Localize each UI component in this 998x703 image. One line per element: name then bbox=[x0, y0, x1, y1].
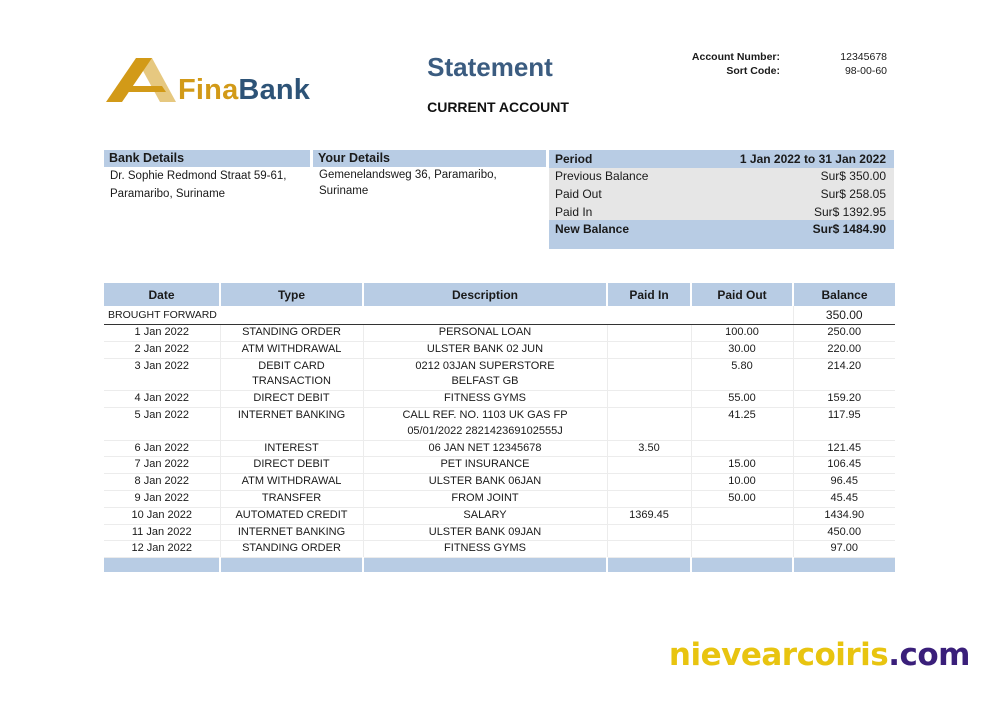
cell-description bbox=[363, 391, 607, 408]
cell-balance: 159.20 bbox=[793, 391, 895, 408]
table-row bbox=[104, 440, 895, 457]
cell-balance: 250.00 bbox=[793, 325, 895, 342]
cell-date: 5 Jan 2022 bbox=[104, 407, 220, 440]
table-row bbox=[104, 457, 895, 474]
cell-description bbox=[363, 524, 607, 541]
page-subtitle: CURRENT ACCOUNT bbox=[427, 99, 569, 115]
cell-paid-out bbox=[691, 541, 793, 558]
brought-forward-balance: 350.00 bbox=[793, 306, 895, 325]
period-summary bbox=[549, 150, 894, 249]
cell-type-line: DIRECT DEBIT bbox=[253, 392, 330, 405]
cell-description-line: CALL REF. NO. 1103 UK GAS FP bbox=[402, 408, 568, 421]
new-balance-value: Sur$ 1484.90 bbox=[812, 222, 886, 236]
your-details-header: Your Details bbox=[313, 150, 546, 167]
cell-paid-in bbox=[607, 524, 691, 541]
footer-band-cell bbox=[363, 558, 607, 573]
page-title: Statement bbox=[427, 52, 553, 82]
cell-paid-in: 1369.45 bbox=[607, 507, 691, 524]
your-address-line-2: Suriname bbox=[319, 185, 369, 197]
paid-in-row bbox=[549, 203, 894, 221]
cell-description-line: ULSTER BANK 02 JUN bbox=[426, 342, 544, 355]
cell-paid-out bbox=[691, 507, 793, 524]
cell-balance: 45.45 bbox=[793, 490, 895, 507]
cell-paid-out: 50.00 bbox=[691, 490, 793, 507]
footer-band-cell bbox=[607, 558, 691, 573]
cell-paid-out: 10.00 bbox=[691, 474, 793, 491]
previous-balance-label: Previous Balance bbox=[555, 169, 649, 183]
cell-date: 9 Jan 2022 bbox=[104, 490, 220, 507]
table-row bbox=[104, 524, 895, 541]
cell-type bbox=[220, 474, 363, 491]
table-row bbox=[104, 507, 895, 524]
cell-type bbox=[220, 407, 363, 440]
cell-balance: 220.00 bbox=[793, 341, 895, 358]
bank-details-header: Bank Details bbox=[104, 150, 310, 167]
footer-band-cell bbox=[691, 558, 793, 573]
cell-description-line: 05/01/2022 282142369102555J bbox=[407, 424, 563, 437]
table-row bbox=[104, 541, 895, 558]
cell-paid-out: 55.00 bbox=[691, 391, 793, 408]
brought-forward-label: BROUGHT FORWARD bbox=[104, 306, 793, 325]
cell-date: 8 Jan 2022 bbox=[104, 474, 220, 491]
footer-band-cell bbox=[793, 558, 895, 573]
cell-description-line: ULSTER BANK 06JAN bbox=[428, 475, 542, 488]
table-header-row bbox=[104, 283, 895, 306]
cell-paid-out bbox=[691, 524, 793, 541]
cell-paid-in bbox=[607, 490, 691, 507]
cell-type bbox=[220, 457, 363, 474]
watermark bbox=[669, 637, 970, 673]
sort-code-value: 98-00-60 bbox=[844, 65, 887, 77]
column-header-description: Description bbox=[363, 283, 607, 306]
cell-type bbox=[220, 524, 363, 541]
cell-description bbox=[363, 440, 607, 457]
cell-description bbox=[363, 507, 607, 524]
cell-balance: 106.45 bbox=[793, 457, 895, 474]
cell-paid-out: 15.00 bbox=[691, 457, 793, 474]
cell-type-line: INTERNET BANKING bbox=[237, 525, 346, 538]
cell-date: 12 Jan 2022 bbox=[104, 541, 220, 558]
cell-date: 3 Jan 2022 bbox=[104, 358, 220, 391]
cell-balance: 96.45 bbox=[793, 474, 895, 491]
cell-description bbox=[363, 325, 607, 342]
cell-description bbox=[363, 341, 607, 358]
cell-paid-out: 5.80 bbox=[691, 358, 793, 391]
brought-forward-row bbox=[104, 306, 895, 325]
cell-description-line: SALARY bbox=[463, 508, 507, 521]
your-address-line-1: Gemenelandsweg 36, Paramaribo, bbox=[319, 169, 497, 181]
cell-date: 4 Jan 2022 bbox=[104, 391, 220, 408]
your-details-address bbox=[319, 167, 497, 199]
cell-description bbox=[363, 457, 607, 474]
cell-type-line: INTEREST bbox=[264, 441, 319, 454]
cell-type-line: STANDING ORDER bbox=[242, 542, 341, 555]
cell-type bbox=[220, 541, 363, 558]
cell-description-line: 0212 03JAN SUPERSTORE bbox=[415, 359, 555, 372]
logo-mark-icon bbox=[106, 56, 178, 104]
cell-description-line: BELFAST GB bbox=[451, 375, 519, 388]
paid-in-value: Sur$ 1392.95 bbox=[813, 205, 886, 219]
transactions-table bbox=[104, 283, 895, 572]
cell-description-line: ULSTER BANK 09JAN bbox=[428, 525, 542, 538]
cell-paid-in bbox=[607, 341, 691, 358]
cell-description-line: 06 JAN NET 12345678 bbox=[428, 441, 542, 454]
column-header-paid-out: Paid Out bbox=[691, 283, 793, 306]
cell-type bbox=[220, 490, 363, 507]
cell-type-line: DEBIT CARD bbox=[258, 359, 325, 372]
paid-in-label: Paid In bbox=[555, 205, 593, 219]
cell-balance: 97.00 bbox=[793, 541, 895, 558]
bank-address-line-1: Dr. Sophie Redmond Straat 59-61, bbox=[110, 170, 287, 182]
table-row bbox=[104, 325, 895, 342]
cell-description-line: FITNESS GYMS bbox=[444, 542, 526, 555]
paid-out-value: Sur$ 258.05 bbox=[820, 187, 886, 201]
new-balance-row bbox=[549, 220, 894, 249]
cell-type-line: STANDING ORDER bbox=[242, 326, 341, 338]
new-balance-label: New Balance bbox=[555, 222, 630, 236]
cell-date: 7 Jan 2022 bbox=[104, 457, 220, 474]
cell-balance: 450.00 bbox=[793, 524, 895, 541]
cell-type bbox=[220, 391, 363, 408]
cell-balance: 214.20 bbox=[793, 358, 895, 391]
account-number-value: 12345678 bbox=[840, 51, 887, 63]
cell-description-line: PET INSURANCE bbox=[440, 458, 530, 471]
bank-address-line-2: Paramaribo, Suriname bbox=[110, 188, 226, 200]
cell-type-line: ATM WITHDRAWAL bbox=[241, 475, 342, 488]
table-row bbox=[104, 341, 895, 358]
sort-code-label: Sort Code: bbox=[726, 65, 780, 77]
cell-date: 10 Jan 2022 bbox=[104, 507, 220, 524]
cell-paid-out: 100.00 bbox=[691, 325, 793, 342]
cell-paid-in bbox=[607, 474, 691, 491]
cell-paid-in: 3.50 bbox=[607, 440, 691, 457]
cell-type-line: INTERNET BANKING bbox=[237, 408, 346, 421]
cell-paid-out: 41.25 bbox=[691, 407, 793, 440]
table-row bbox=[104, 474, 895, 491]
cell-description bbox=[363, 474, 607, 491]
cell-paid-in bbox=[607, 358, 691, 391]
cell-paid-in bbox=[607, 391, 691, 408]
table-row bbox=[104, 391, 895, 408]
bank-logo bbox=[106, 56, 346, 106]
table-row bbox=[104, 358, 895, 391]
cell-paid-out bbox=[691, 440, 793, 457]
period-label: Period bbox=[555, 152, 593, 166]
cell-paid-in bbox=[607, 325, 691, 342]
cell-type-line: ATM WITHDRAWAL bbox=[241, 342, 342, 355]
table-row bbox=[104, 407, 895, 440]
table-row bbox=[104, 490, 895, 507]
cell-type bbox=[220, 325, 363, 342]
cell-type bbox=[220, 507, 363, 524]
cell-paid-out: 30.00 bbox=[691, 341, 793, 358]
logo-wordmark: FinaBank bbox=[178, 74, 311, 106]
account-number-label: Account Number: bbox=[691, 51, 780, 63]
cell-type bbox=[220, 341, 363, 358]
cell-balance: 117.95 bbox=[793, 407, 895, 440]
cell-date: 2 Jan 2022 bbox=[104, 341, 220, 358]
cell-description-line: FROM JOINT bbox=[451, 491, 519, 504]
cell-description-line: FITNESS GYMS bbox=[444, 392, 526, 405]
paid-out-row bbox=[549, 185, 894, 203]
column-header-type: Type bbox=[220, 283, 363, 306]
cell-paid-in bbox=[607, 407, 691, 440]
previous-balance-row bbox=[549, 167, 894, 185]
cell-description bbox=[363, 541, 607, 558]
cell-date: 6 Jan 2022 bbox=[104, 440, 220, 457]
cell-balance: 1434.90 bbox=[793, 507, 895, 524]
cell-balance: 121.45 bbox=[793, 440, 895, 457]
cell-paid-in bbox=[607, 541, 691, 558]
paid-out-label: Paid Out bbox=[555, 187, 602, 201]
cell-description bbox=[363, 407, 607, 440]
cell-type-line: DIRECT DEBIT bbox=[253, 458, 330, 471]
previous-balance-value: Sur$ 350.00 bbox=[820, 169, 886, 183]
cell-type bbox=[220, 358, 363, 391]
watermark-name: nievearcoiris bbox=[668, 637, 889, 673]
cell-date: 11 Jan 2022 bbox=[104, 524, 220, 541]
cell-description bbox=[363, 358, 607, 391]
table-footer-band bbox=[104, 558, 895, 573]
cell-description bbox=[363, 490, 607, 507]
column-header-paid-in: Paid In bbox=[607, 283, 691, 306]
footer-band-cell bbox=[104, 558, 220, 573]
period-header-row bbox=[549, 150, 894, 168]
column-header-date: Date bbox=[104, 283, 220, 306]
period-range: 1 Jan 2022 to 31 Jan 2022 bbox=[739, 152, 886, 166]
cell-type bbox=[220, 440, 363, 457]
cell-date: 1 Jan 2022 bbox=[104, 325, 220, 342]
cell-paid-in bbox=[607, 457, 691, 474]
bank-details-address bbox=[110, 167, 286, 203]
cell-type-line: TRANSFER bbox=[261, 491, 322, 504]
column-header-balance: Balance bbox=[793, 283, 895, 306]
watermark-domain: .com bbox=[888, 637, 970, 673]
cell-description-line: PERSONAL LOAN bbox=[438, 326, 532, 338]
cell-type-line: TRANSACTION bbox=[252, 375, 331, 388]
footer-band-cell bbox=[220, 558, 363, 573]
cell-type-line: AUTOMATED CREDIT bbox=[235, 508, 348, 521]
